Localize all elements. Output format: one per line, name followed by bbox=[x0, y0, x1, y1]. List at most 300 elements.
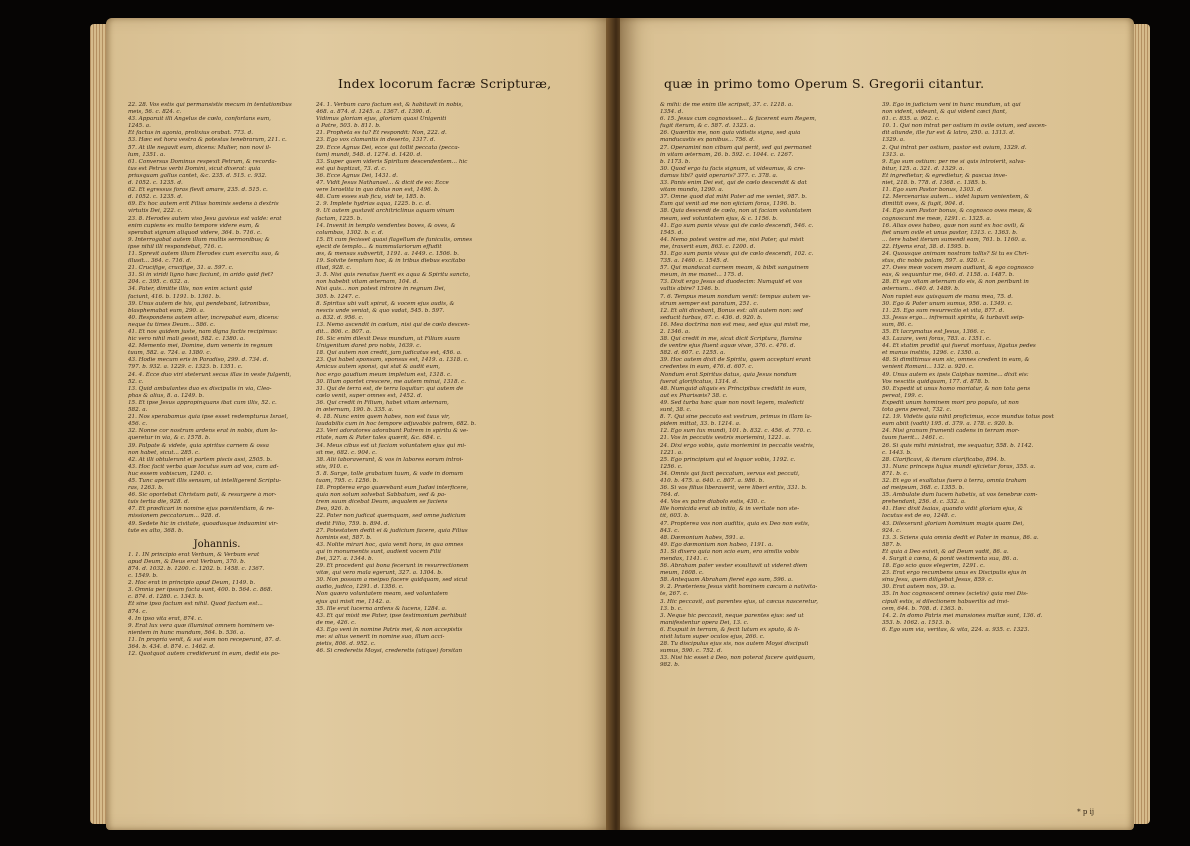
index-entry: 18. Ego scio quos elegerim, 1291. c. bbox=[882, 563, 985, 570]
index-entry: 28. Tu discipulus ejus sis, nos autem Moysi discipuli bbox=[660, 641, 809, 648]
index-entry: bitur, 125. a. 321. d. 1329. a. bbox=[882, 165, 965, 172]
index-entry: strum semper est paratum, 251. c. bbox=[660, 300, 759, 307]
index-entry: dimittit oves, & fugit, 904. d. bbox=[882, 201, 965, 208]
index-entry: meum, in me manet... 175. d. bbox=[660, 272, 744, 279]
index-entry: ejecit de templo... & nummulariorum effudit bbox=[316, 243, 442, 250]
index-entry: 31. Si in viridi ligno hæc faciunt, in arido quid fiet? bbox=[128, 272, 274, 279]
index-entry: ipse nihil illi respondebat, 716. c. bbox=[128, 243, 223, 250]
index-entry: 28. Clarificavi, & iterum clarificabo, 894. b. bbox=[882, 456, 1006, 463]
index-entry: 44. Et statim prodiit qui fuerat mortuus, ligatus pedes bbox=[882, 343, 1036, 350]
index-entry: factam, 1225. b. bbox=[316, 215, 363, 222]
index-entry: 22. Pater non judicat quemquam, sed omne judicium bbox=[316, 513, 466, 520]
index-entry: 2. Hoc erat in principio apud Deum, 1149. b. bbox=[128, 580, 256, 587]
index-entry: 43. Hoc facit verba quæ locutus sum ad vos, cum ad- bbox=[128, 463, 279, 470]
index-entry: 13. Quid ambulantes duo ex discipulis in via, Cleo- bbox=[128, 385, 272, 392]
index-entry: pidem mittat, 33. b. 1214. a. bbox=[660, 421, 741, 428]
index-entry: 353. b. 1062. a. 1513. b. bbox=[882, 619, 952, 626]
index-entry: tuum fuerit... 1461. c. bbox=[882, 435, 945, 442]
index-entry: 30. Quod ergo tu facis signum, ut videamus, & cre- bbox=[660, 165, 806, 172]
index-entry: nientem in hunc mundum, 564. b. 536. a. bbox=[128, 629, 246, 636]
index-entry: hic vero nihil mali gessit, 582. c. 1380. a. bbox=[128, 336, 245, 343]
index-entry: aut ex Pharisæis? 38. c. bbox=[660, 392, 728, 399]
index-entry: in vitam æternam, 26. b. 592. c. 1044. c. 1267. bbox=[660, 151, 794, 158]
index-entry: 44. Vos ex patre diabolo estis, 430. c. bbox=[660, 499, 766, 506]
index-entry: 47. Vidit Jesus Nathanael... & dicit de eo: Ecce bbox=[316, 180, 449, 187]
index-entry: 797. b. 932. a. 1229. c. 1323. b. 1351. c. bbox=[128, 364, 243, 371]
index-entry: 14. Invenit in templo vendentes boves, & oves, & bbox=[316, 222, 456, 229]
index-entry: 18. Propterea ergo quærebant eum Judæi interficere, bbox=[316, 485, 469, 492]
index-entry: Unigenitum daret pro nobis, 1639. c. bbox=[316, 343, 422, 350]
index-entry: 24. 1. Verbum caro factum est, & habitavit in nobis, bbox=[316, 102, 464, 108]
index-entry: 33. Super quem videris Spiritum descendentem... hic bbox=[316, 158, 468, 165]
index-entry: 57. Qui manducat carnem meam, & bibit sanguinem bbox=[660, 265, 809, 272]
index-entry: ... tere habet iterum sumendi eam, 761. b. 1160. a. bbox=[882, 236, 1027, 243]
index-entry: 3. Neque hic peccavit, neque parentes ejus: sed ut bbox=[660, 612, 804, 619]
index-entry: 50. Expedit ut unus homo moriatur, & non tota gens bbox=[882, 385, 1031, 392]
index-entry: c. 874. d. 1280. c. 1343. b. bbox=[128, 594, 204, 601]
index-entry: cognoscunt me meæ, 1291. c. 1325. a. bbox=[882, 215, 992, 222]
index-entry: 18. Qui autem non credit, jam judicatus est, 456. a. bbox=[316, 350, 462, 357]
index-entry: 30. Erat autem nox, 39. a. bbox=[882, 584, 956, 591]
index-entry: Amicus autem sponsi, qui stat & audit eum, bbox=[316, 364, 441, 371]
index-entry: 33. Jesus ergo... infremuit spiritu, & turbavit seip- bbox=[882, 314, 1025, 321]
index-entry: 10. 1. Qui non intrat per ostium in ovile ovium, sed ascen- bbox=[882, 123, 1047, 130]
index-entry: ejus qui misit me, 1142. a. bbox=[316, 598, 391, 605]
right-page-heading: quæ in primo tomo Operum S. Gregorii citantur. bbox=[664, 76, 985, 91]
index-entry: 12. Mercenarius autem... videt lupum venientem, & bbox=[882, 194, 1030, 201]
index-entry: 26. Si quis mihi ministrat, me sequatur, 558. b. 1142. bbox=[882, 442, 1034, 449]
index-entry: 305. b. 1247. c. bbox=[316, 293, 361, 300]
index-entry: sum, 86. c. bbox=[882, 321, 913, 328]
index-entry: fuerat glorificatus, 1314. d. bbox=[660, 378, 738, 385]
index-entry: 11. 25. Ego sum resurrectio et vita, 877. d. bbox=[882, 307, 1005, 314]
index-entry: 3. Omnia per ipsum facta sunt, 400. b. 564. c. 868. bbox=[128, 587, 273, 594]
index-entry: Vidimus gloriam ejus, gloriam quasi Unigeniti bbox=[316, 116, 447, 123]
index-entry: 39. Palpate & videte, quia spiritus carnem & ossa bbox=[128, 442, 269, 449]
index-entry: manducastis ex panibus... 756. d. bbox=[660, 137, 755, 144]
index-entry: 3. Hic peccavit, aut parentes ejus, ut cæcus nasceretur, bbox=[660, 598, 819, 605]
index-entry: quia non solum solvebat Sabbatum, sed & pa- bbox=[316, 492, 447, 499]
index-entry: 1256. c. bbox=[660, 463, 683, 470]
index-entry: damus tibi? quid operaris? 377. c. 378. a. bbox=[660, 172, 778, 179]
index-entry: 21. Vos in peccatis vestris moriemini, 1221. a. bbox=[660, 435, 791, 442]
index-entry: Non quæro voluntatem meam, sed voluntatem bbox=[316, 591, 448, 598]
index-entry: 735. a. 1460. c. 1545. d. bbox=[660, 258, 729, 265]
index-entry: prehendant, 256. d. c. 332. a. bbox=[882, 499, 966, 506]
index-entry: 1545. d. bbox=[660, 229, 684, 236]
index-entry: 764. d. bbox=[660, 492, 680, 499]
index-entry: mendax, 1141. c. bbox=[660, 556, 709, 562]
right-column-2 bbox=[882, 102, 1092, 792]
index-entry: 48. Si dimittimus eum sic, omnes credent in eum, & bbox=[882, 357, 1030, 364]
index-entry: 9. Ut autem gustavit architriclinus aquam vinum bbox=[316, 208, 455, 215]
index-entry: 48. Dæmonium habes, 591. a. bbox=[660, 534, 745, 541]
index-entry: trem suum dicebat Deum, æqualem se faciens bbox=[316, 499, 448, 506]
index-entry: 14. 2. In domo Patris mei mansiones multæ sunt, 136. d. bbox=[882, 612, 1043, 619]
index-entry: tuis tertia die, 928. d. bbox=[128, 499, 190, 506]
index-entry: queretur in via, & c. 1578. b. bbox=[128, 435, 211, 442]
index-entry: 21. Nos sperabamus quia ipse esset redempturus Israel, bbox=[128, 414, 289, 421]
index-entry: 23. 8. Herodes autem viso Jesu gavisus est valde: erat bbox=[128, 215, 282, 222]
index-entry: 42. Memento mei, Domine, dum veneris in regnum bbox=[128, 343, 273, 350]
index-entry: priusquam gallus cantet, &c. 235. d. 515. c. 932. bbox=[128, 172, 267, 179]
index-entry: 61. Conversus Dominus respexit Petrum, & recorda- bbox=[128, 158, 277, 165]
right-page bbox=[620, 18, 1134, 830]
index-entry: audio, judico, 1291. d. 1356. c. bbox=[316, 584, 404, 591]
index-entry: 58. Antequam Abraham fieret ego sum, 596. a. bbox=[660, 577, 793, 584]
index-entry: 23. Erat ergo recumbens unus ex Discipulis ejus in bbox=[882, 570, 1027, 577]
index-entry: locutus est de eo, 1248. c. bbox=[882, 513, 957, 520]
index-entry: 29. Ecce Agnus Dei, ecce qui tollit peccata (pecca- bbox=[316, 144, 460, 151]
index-entry: à Patre, 503. b. 811. b. bbox=[316, 123, 381, 130]
index-entry: tota gens pereat, 732. c. bbox=[882, 407, 952, 414]
index-entry: et manus institis, 1296. c. 1350. a. bbox=[882, 350, 980, 357]
index-entry: Et factus in agonia, prolixius orabat. 773. d. bbox=[128, 130, 253, 137]
page-edges-right bbox=[1132, 24, 1150, 824]
index-entry: 32. Nonne cor nostrum ardens erat in nobis, dum lo- bbox=[128, 428, 278, 435]
index-entry: 23. Ego vox clamantis in deserto, 1317. d. bbox=[316, 137, 436, 144]
index-entry: Nisi quis... non potest introire in regnum Dei, bbox=[316, 286, 446, 293]
index-entry: me, traxerit eum, 863. c. 1200. d. bbox=[660, 243, 756, 250]
index-entry: 43. Ego veni in nomine Patris mei, & non accepistis bbox=[316, 626, 463, 633]
index-entry: 1354. d. bbox=[660, 109, 684, 116]
index-entry: 982. b. bbox=[660, 662, 680, 669]
index-entry: 26. Quæritis me, non quia vidistis signa, sed quia bbox=[660, 130, 801, 137]
index-entry: 2. Qui intrat per ostium, pastor est ovium, 1329. d. bbox=[882, 144, 1027, 151]
index-entry: 39. Unus autem de his, qui pendebant, latronibus, bbox=[128, 300, 271, 307]
index-entry: 35. In hoc cognoscent omnes (scietis) quia mei Dis- bbox=[882, 591, 1028, 598]
index-entry: 34. Omnis qui facit peccatum, servus est peccati, bbox=[660, 470, 800, 477]
section-title-johannis: Johannis. bbox=[193, 538, 241, 550]
index-entry: 29. Et procedent qui bona fecerunt in resurrectionem bbox=[316, 563, 469, 570]
index-entry: 21. Propheta es tu? Et respondit: Non, 222. d. bbox=[316, 130, 447, 137]
index-entry: 38. Alii laboraverunt, & vos in labores eorum introi- bbox=[316, 456, 464, 463]
index-entry: 73. Dixit ergo Jesus ad duodecim: Numquid et vos bbox=[660, 279, 803, 286]
index-entry: non vident, videant, & qui vident cæci fiant, bbox=[882, 109, 1007, 116]
index-entry: 45. Tunc aperuit illis sensum, ut intelligerent Scriptu- bbox=[128, 477, 281, 484]
index-entry: in æternum, 190. b. 335. a. bbox=[316, 407, 394, 414]
index-entry: 53. Hæc est hora vestra & potestas tenebrarum, 211. c. bbox=[128, 137, 287, 144]
index-entry: 52. c. bbox=[128, 378, 144, 385]
index-entry: nescis unde veniat, & quo vadat, 545. b. 597. bbox=[316, 307, 445, 314]
index-entry: meum, 1608. c. bbox=[660, 570, 704, 577]
index-entry: 32. Et ego si exaltatus fuero à terra, omnia traham bbox=[882, 477, 1027, 484]
index-entry: 9. 2. Præteriens Jesus vidit hominem cæcum à nativita- bbox=[660, 584, 818, 591]
index-entry: qui in monumentis sunt, audient vocem Filii bbox=[316, 548, 441, 555]
index-entry: 9. Erat lux vera quæ illuminat omnem hominem ve- bbox=[128, 622, 275, 629]
index-entry: tus est Petrus verbi Domini, sicut dixerat: quia bbox=[128, 165, 261, 172]
index-entry: eas, & sequuntur me, 640. d. 1158. a. 1487. b. bbox=[882, 272, 1015, 279]
index-entry: 410. b. 475. a. 640. c. 807. a. 986. b. bbox=[660, 477, 765, 484]
index-entry: 49. Unus autem ex ipsis Caiphas nomine... dixit eis: bbox=[882, 371, 1029, 378]
index-entry: 8. 7. Qui sine peccato est vestrum, primus in illam la- bbox=[660, 414, 812, 421]
index-entry: 37. Omne quod dat mihi Pater ad me veniet, 987. b. bbox=[660, 194, 807, 201]
left-column-1 bbox=[128, 102, 306, 792]
index-entry: vultis abire? 1346. b. bbox=[660, 286, 720, 293]
index-entry: Et quia à Deo exivit, & ad Deum vadit, 86. a. bbox=[882, 548, 1009, 555]
index-entry: blasphemabat eum, 290. a. bbox=[128, 307, 205, 314]
index-entry: tuam, 795. c. 1256. b. bbox=[316, 477, 379, 484]
index-entry: 35. Ambulate dum lucem habetis, ut vos tenebræ com- bbox=[882, 492, 1038, 499]
index-entry: Non rapiet eas quisquam de manu mea, 75. d. bbox=[882, 293, 1013, 300]
index-entry: 11. Sprevit autem illum Herodes cum exercitu suo, & bbox=[128, 250, 280, 257]
index-entry: 4. Surgit à cœna, & ponit vestimenta sua, 86. a. bbox=[882, 556, 1019, 562]
index-entry: 843. c. bbox=[660, 527, 680, 534]
index-entry: vitæ, qui vero mala egerunt, 327. a. 1304. b. bbox=[316, 570, 443, 577]
index-entry: 22. 28. Vos estis qui permansistis mecum in tentationibus bbox=[128, 102, 292, 108]
index-entry: 57. At ille negavit eum, dicens: Mulier, non novi il- bbox=[128, 144, 271, 151]
index-entry: 3. 5. Nisi quis renatus fuerit ex aqua & Spiritu sancto, bbox=[316, 272, 471, 279]
index-entry: 582. d. 607. c. 1255. a. bbox=[660, 350, 726, 357]
index-entry: 16. Mea doctrina non est mea, sed ejus qui misit me, bbox=[660, 321, 811, 328]
index-entry: 39. Ego in judicium veni in hunc mundum, ut qui bbox=[882, 102, 1021, 108]
index-entry: 12. Ego sum lux mundi, 101. b. 832. c. 456. d. 770. c. bbox=[660, 428, 812, 435]
index-entry: 587. b. bbox=[882, 541, 902, 548]
index-entry: 36. Si vos filius liberaverit, vere liberi eritis, 331. b. bbox=[660, 485, 807, 492]
index-entry: æs, & mensas subvertit, 1191. a. 1449. c. 1506. b. bbox=[316, 250, 459, 257]
index-entry: 456. c. bbox=[128, 421, 148, 428]
index-entry: 49. Sedete hic in civitate, quoadusque induamini vir- bbox=[128, 520, 278, 527]
index-entry: 1245. a. bbox=[128, 123, 151, 130]
index-entry: 35. Et lacrymatus est Jesus, 1366. c. bbox=[882, 329, 986, 335]
index-entry: 6. 15. Jesus cum cognovisset... & facerent eum Regem, bbox=[660, 116, 817, 123]
index-entry: 874. d. 1032. b. 1200. c. 1202. b. 1458. c. 1367. bbox=[128, 566, 265, 572]
index-entry: 871. b. c. bbox=[882, 470, 909, 477]
index-entry: huc essem vobiscum, 1240. c. bbox=[128, 470, 213, 477]
index-entry: hominis est, 587. b. bbox=[316, 534, 372, 541]
index-entry: 364. b. 434. d. 874. c. 1462. d. bbox=[128, 644, 215, 651]
index-entry: Deo, 926. b. bbox=[316, 506, 351, 513]
index-entry: 1221. a. bbox=[660, 449, 683, 456]
index-entry: 62. Et egressus foras flevit amare, 235. d. 515. c. bbox=[128, 187, 268, 194]
index-entry: tum) mundi, 548. d. 1274. d. 1420. d. bbox=[316, 151, 422, 158]
index-entry: Dei, 327. a. 1344. b. bbox=[316, 556, 374, 562]
index-entry: 43. Dilexerunt gloriam hominum magis quam Dei, bbox=[882, 520, 1025, 527]
index-entry: sperabat signum aliquod videre, 364. b. 716. c. bbox=[128, 229, 262, 236]
index-entry: cem, 644. b. 708. d. 1363. b. bbox=[882, 605, 964, 612]
index-entry: 49. Ego dæmonium non habeo, 1191. a. bbox=[660, 541, 774, 548]
index-entry: 51. Si dixero quia non scio eum, ero similis vobis bbox=[660, 548, 799, 555]
index-entry: tute ex alto, 368. b. bbox=[128, 527, 184, 534]
index-entry: 582. a. bbox=[128, 407, 148, 414]
index-entry: dit... 806. c. 807. a. bbox=[316, 329, 371, 335]
index-entry: 4. 18. Nunc enim quem habes, non est tuus vir, bbox=[316, 414, 450, 421]
index-entry: eum abiit (vadit) 195. d. 379. a. 178. c. 920. b. bbox=[882, 421, 1014, 428]
index-entry: 24. Dixi ergo vobis, quia moriemini in peccatis vestris, bbox=[660, 442, 815, 449]
index-entry: illud, 928. c. bbox=[316, 265, 352, 272]
index-entry: 34. Pater, dimitte illis, non enim sciunt quid bbox=[128, 286, 253, 293]
index-entry: manifestentur opera Dei, 13. c. bbox=[660, 619, 749, 626]
index-entry: 2. 9. Implete hydrias aqua, 1225. b. c. d. bbox=[316, 201, 431, 208]
book-spread bbox=[106, 18, 1134, 830]
index-entry: 23. Qui habet sponsam, sponsus est, 1419. a. 1318. c. bbox=[316, 357, 469, 364]
index-entry: d. 1052. c. 1235. d. bbox=[128, 180, 183, 187]
index-entry: b. 1173. b. bbox=[660, 158, 691, 165]
index-entry: Ille homicida erat ab initio, & in veritate non ste- bbox=[660, 506, 800, 513]
index-entry: Vos nescitis quidquam, 177. d. 878. b. bbox=[882, 378, 990, 385]
index-entry: 39. Hoc autem dixit de Spiritu, quem accepturi erant bbox=[660, 357, 811, 364]
index-entry: 33. Panis enim Dei est, qui de cœlo descendit & dat bbox=[660, 180, 807, 187]
index-entry: 15. Et cum fecisset quasi flagellum de funiculis, omnes bbox=[316, 236, 473, 243]
index-entry: stus, dic nobis palam, 597. a. 920. c. bbox=[882, 258, 986, 265]
index-entry: 12. Quotquot autem crediderunt in eum, dedit eis po- bbox=[128, 651, 280, 658]
index-entry: 9. Ego sum ostium: per me si quis introierit, salva- bbox=[882, 158, 1026, 165]
index-entry: d. 1052. c. 1235. d. bbox=[128, 194, 183, 201]
index-entry: de ventre ejus fluent aquæ vivæ, 376. c. 476. d. bbox=[660, 343, 796, 350]
index-entry: tit, 603. b. bbox=[660, 513, 690, 520]
index-entry: columbas, 1302. b. c. d. bbox=[316, 229, 384, 236]
index-entry: 16. Sic enim dilexit Deus mundum, ut Filium suum bbox=[316, 336, 460, 343]
index-entry: 35. Ille erat lucerna ardens & lucens, 1284. a. bbox=[316, 605, 447, 612]
index-entry: 48. Numquid aliquis ex Principibus credidit in eum, bbox=[660, 385, 807, 392]
index-entry: 43. Nolite mirari hoc, quia venit hora, in qua omnes bbox=[316, 541, 464, 548]
index-entry: 23. Veri adoratores adorabunt Patrem in spiritu & ve- bbox=[316, 428, 469, 435]
index-entry: 6. Exspuit in terram, & fecit lutum ex sputo, & li- bbox=[660, 626, 800, 633]
index-entry: 16. Alias oves habeo, quæ non sunt ex hoc ovili, & bbox=[882, 222, 1025, 229]
index-entry: 56. Abraham pater vester exsultavit ut videret diem bbox=[660, 563, 808, 570]
index-entry: 40. Respondens autem alter, increpabat eum, dicens: bbox=[128, 314, 279, 321]
left-page bbox=[106, 18, 612, 830]
index-entry: 47. Et prædicari in nomine ejus pœnitentiam, & re- bbox=[128, 506, 275, 513]
index-entry: 43. Et qui misit me Pater, ipse testimonium perhibuit bbox=[316, 612, 467, 619]
index-entry: 11. In propria venit, & sui eum non receperunt, 87. d. bbox=[128, 636, 281, 643]
index-entry: niet, 218. b. 778. d. 1368. c. 1385. b. bbox=[882, 180, 987, 187]
index-entry: sumus, 590. c. 752. d. bbox=[660, 648, 723, 655]
index-entry: 7. 6. Tempus meum nondum venit: tempus autem ve- bbox=[660, 293, 811, 300]
index-entry: de me, 426. c. bbox=[316, 619, 356, 626]
index-entry: c. 1443. b. bbox=[882, 449, 912, 456]
index-entry: Et ingredietur, & egredietur, & pascua inve- bbox=[882, 172, 1008, 179]
index-entry: 468. a. 874. d. 1245. a. 1367. d. 1390. d. bbox=[316, 109, 432, 116]
index-entry: 27. Potestatem dedit ei & judicium facere, quia Filius bbox=[316, 527, 468, 534]
index-entry: 24. Quousque animam nostram tollis? Si tu es Chri- bbox=[882, 250, 1029, 257]
index-entry: illusit... 364. c. 716. d. bbox=[128, 258, 192, 265]
index-entry: c. 1549. b. bbox=[128, 573, 158, 580]
index-entry: venient Romani... 132. a. 920. c. bbox=[882, 364, 974, 371]
index-entry: 6. Ego sum via, veritas, & vita, 224. a. 935. c. 1323. bbox=[882, 626, 1030, 633]
left-page-heading: Index locorum facræ Scripturæ, bbox=[338, 76, 552, 91]
index-entry: 36. Qui credit in Filium, habet vitam æternam, bbox=[316, 399, 449, 406]
index-entry: & mihi: de me enim ille scripsit, 37. c. 1218. a. bbox=[660, 102, 793, 108]
index-entry: 46. Si crederetis Moysi, crederetis (utique) forsitan bbox=[316, 648, 463, 655]
index-entry: 49. Sed turba hæc quæ non novit legem, maledicti bbox=[660, 399, 804, 406]
index-entry: 5. 8. Surge, tolle grabatum tuum, & vade in domum bbox=[316, 470, 464, 477]
index-entry: meis, 56. c. 824. c. bbox=[128, 109, 182, 116]
index-entry: 30. Illum oportet crescere, me autem minui, 1318. c. bbox=[316, 378, 467, 385]
index-entry: stis, 910. c. bbox=[316, 463, 349, 470]
index-entry: hoc ergo gaudium meum impletum est, 1318. c. bbox=[316, 371, 452, 378]
index-entry: 13. b. c. bbox=[660, 605, 683, 612]
index-entry: 41. Ego sum panis vivus qui de cœlo descendi, 546. c. bbox=[660, 222, 814, 229]
index-entry: virtutis Dei, 222. c. bbox=[128, 208, 183, 215]
index-entry: ras, 1263. b. bbox=[128, 485, 164, 492]
index-entry: ad meipsum, 368. c. 1355. b. bbox=[882, 485, 965, 492]
index-entry: 2. 1346. a. bbox=[660, 329, 691, 335]
index-entry: 924. c. bbox=[882, 527, 902, 534]
index-entry: nivit lutum super oculos ejus, 266. c. bbox=[660, 634, 765, 641]
index-entry: cœlo venit, super omnes est, 1452. d. bbox=[316, 392, 423, 399]
index-entry: ritate, nam & Pater tales quærit, &c. 684. c. bbox=[316, 435, 442, 442]
index-entry: Nondum erat Spiritus datus, quia Jesus nondum bbox=[660, 371, 797, 378]
index-entry: 38. Quia descendi de cœlo, non ut faciam voluntatem bbox=[660, 208, 812, 215]
index-entry: 36. Ecce Agnus Dei, 1431. d. bbox=[316, 172, 398, 179]
index-entry: 25. Ego principium qui et loquor vobis, 1192. c. bbox=[660, 456, 796, 463]
index-entry: 44. Nemo potest venire ad me, nisi Pater, qui misit bbox=[660, 236, 804, 243]
index-entry: missionem peccatorum... 928. d. bbox=[128, 513, 221, 520]
index-entry: apud Deum, & Deus erat Verbum, 370. b. bbox=[128, 558, 246, 565]
index-entry: 51. Ego sum panis vivus qui de cœlo descendi, 102. c. bbox=[660, 250, 814, 257]
index-entry: vere Israelita in quo dolus non est, 1496. b. bbox=[316, 187, 440, 194]
index-entry: me: si alius venerit in nomine suo, illum acci- bbox=[316, 634, 445, 641]
index-entry: 27. Operamini non cibum qui perit, sed qui permanet bbox=[660, 144, 812, 151]
index-entry: 41. Et nos quidem juste, nam digna factis recipimus: bbox=[128, 329, 278, 335]
index-entry: 30. Ego & Pater unum sumus, 956. a. 1349. c. bbox=[882, 300, 1013, 307]
index-entry: 15. Et ipse Jesus appropinquans ibat cum illis, 52. c. bbox=[128, 399, 277, 406]
index-entry: meam, sed voluntatem ejus, & c. 1156. b. bbox=[660, 215, 778, 222]
index-entry: 61. c. 835. a. 902. c. bbox=[882, 116, 940, 123]
index-entry: 43. Hodie mecum eris in Paradiso, 299. d. 734. d. bbox=[128, 357, 269, 364]
index-entry: fugit iterum, & c. 587. d. 1323. a. bbox=[660, 123, 756, 130]
index-entry: fiet unum ovile et unus pastor, 1313. c. 1363. b. bbox=[882, 229, 1018, 236]
index-entry: 9. Interrogabat autem illum multis sermonibus; & bbox=[128, 236, 270, 243]
index-entry: 8. Spiritus ubi vult spirat, & vocem ejus audis, & bbox=[316, 300, 455, 307]
index-entry: 1329. a. bbox=[882, 137, 905, 144]
index-entry: 11. Ego sum Pastor bonus, 1303. d. bbox=[882, 187, 983, 194]
index-entry: 43. Lazare, veni foras, 783. a. 1351. c. bbox=[882, 336, 991, 343]
index-entry: non habet, sicut... 285. c. bbox=[128, 449, 200, 456]
index-entry: faciunt, 416. b. 1191. b. 1361. b. bbox=[128, 293, 221, 300]
index-entry: 69. Ex hoc autem erit Filius hominis sedens à dextris bbox=[128, 201, 279, 208]
index-entry: 24. Nisi granum frumenti cadens in terram mor- bbox=[882, 428, 1020, 435]
index-entry: laudabilis cum in hoc tempore adjuvabis patrem, 682. b. bbox=[316, 421, 477, 428]
index-entry: neque tu times Deum... 586. c. bbox=[128, 321, 216, 328]
index-entry: enim cupiens ex multo tempore videre eum, & bbox=[128, 222, 260, 229]
index-entry: phas & alius, 8. a. 1249. b. bbox=[128, 392, 205, 399]
index-entry: tuum, 582. a. 724. a. 1380. c. bbox=[128, 350, 212, 357]
index-entry: pereat, 199. c. bbox=[882, 392, 924, 399]
left-column-2 bbox=[316, 102, 516, 792]
index-entry: 47. Propterea vos non auditis, quia ex Deo non estis, bbox=[660, 520, 810, 527]
index-entry: dit aliunde, ille fur est & latro, 250. a. 1313. d. bbox=[882, 130, 1015, 137]
index-entry: 12. 19. Videtis quia nihil proficimus, ecce mundus totus post bbox=[882, 414, 1054, 421]
index-entry: pietis, 806. d. 952. c. bbox=[316, 641, 376, 648]
index-entry: 12. Et alii dicebant, Bonus est: alii autem non: sed bbox=[660, 307, 803, 314]
index-entry: est qui baptizat, 73. d. c. bbox=[316, 165, 387, 172]
index-entry: 22. Hyems erat, 38. d. 1595. b. bbox=[882, 243, 971, 250]
index-entry: 41. Hæc dixit Isaias, quando vidit gloriam ejus, & bbox=[882, 506, 1023, 513]
index-entry: a. 832. d. 956. c. bbox=[316, 314, 364, 321]
index-entry: 28. Et ego vitam æternam do eis, & non peribunt in bbox=[882, 279, 1029, 286]
index-entry: 24. 4. Ecce duo viri steterunt secus illas in veste fulgenti, bbox=[128, 371, 292, 378]
index-entry: 4. In ipso vita erat, 874. c. bbox=[128, 615, 203, 622]
index-entry: 1. 1. IN principio erat Verbum, & Verbum erat bbox=[128, 551, 260, 558]
index-entry: 19. Solvite templum hoc, & in tribus diebus excitabo bbox=[316, 258, 466, 265]
index-entry: dedit Filio, 759. b. 894. d. bbox=[316, 520, 390, 527]
index-entry: 27. Oves meæ vocem meam audiunt, & ego cognosco bbox=[882, 265, 1034, 272]
index-entry: te, 267. c. bbox=[660, 591, 689, 598]
index-entry: 34. Meus cibus est ut faciam voluntatem ejus qui mi- bbox=[316, 442, 467, 449]
catchword: * p ij bbox=[1077, 808, 1094, 816]
index-entry: 13. 3. Sciens quia omnia dedit ei Pater in manus, 86. a. bbox=[882, 534, 1039, 541]
index-entry: credentes in eum, 476. d. 607. c. bbox=[660, 364, 754, 371]
index-entry: cipuli estis, si dilectionem habueritis ad invi- bbox=[882, 598, 1010, 605]
index-entry: vitam mundo, 1290. a. bbox=[660, 187, 724, 194]
index-entry: 43. Apparuit illi Angelus de cœlo, confortans eum, bbox=[128, 116, 271, 123]
index-entry: 204. c. 395. c. 632. a. bbox=[128, 279, 190, 286]
index-entry: 21. Crucifige, crucifige, 31. a. 597. c. bbox=[128, 265, 234, 272]
right-column-1 bbox=[660, 102, 860, 792]
index-entry: 38. Qui credit in me, sicut dicit Scriptura, flumina bbox=[660, 336, 802, 343]
